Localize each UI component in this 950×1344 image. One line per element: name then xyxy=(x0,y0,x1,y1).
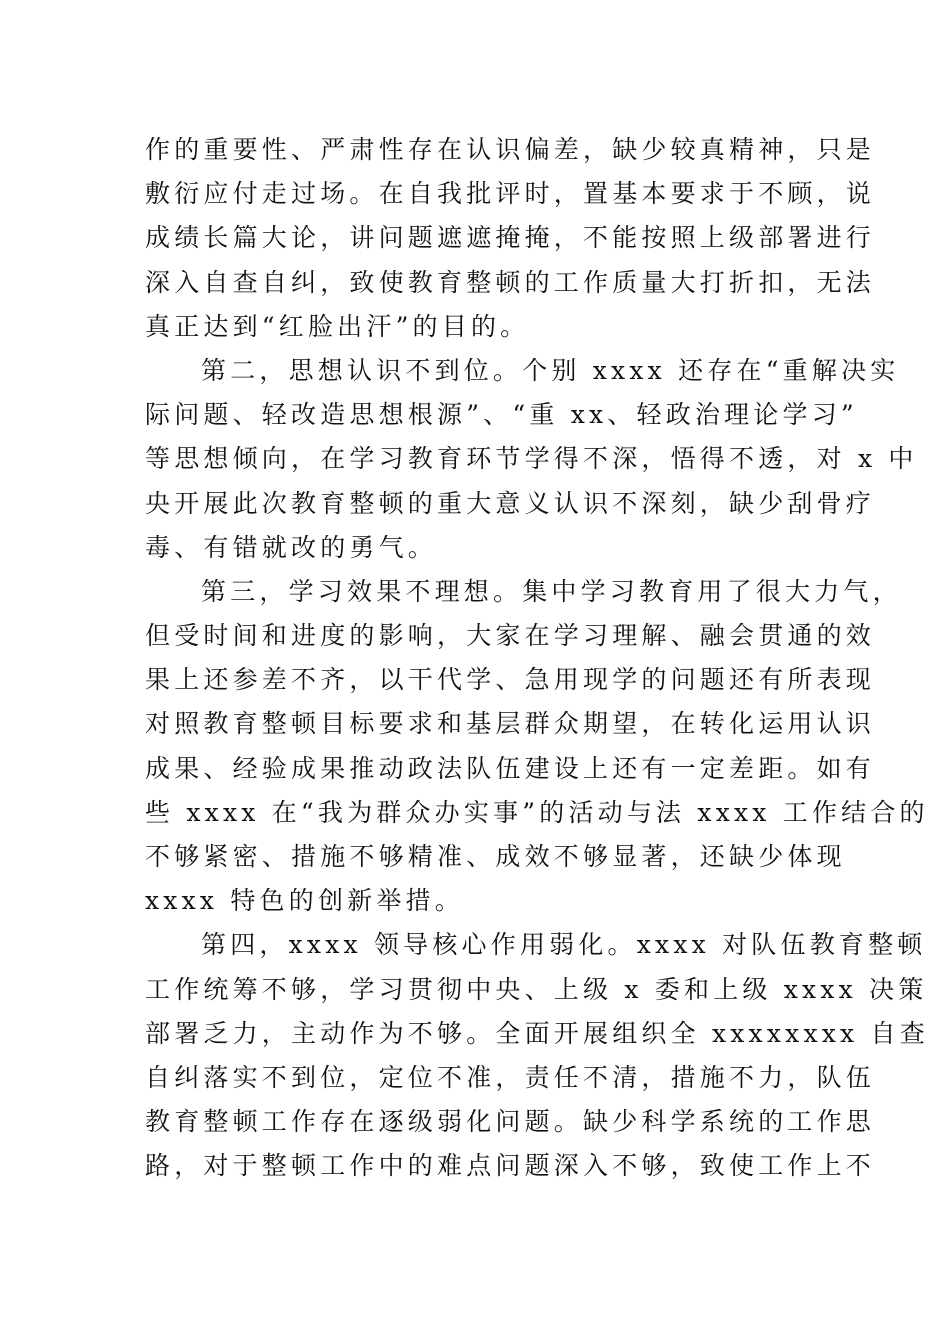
paragraph-continuation xyxy=(145,128,876,349)
text-line: 工作统筹不够，学习贯彻中央、上级 x 委和上级 xxxx 决策 xyxy=(145,974,928,1004)
text-line: 教育整顿工作存在逐级弱化问题。缺少科学系统的工作思 xyxy=(145,1107,876,1137)
text-line: 第四，xxxx 领导核心作用弱化。xxxx 对队伍教育整顿 xyxy=(201,930,927,960)
document-page xyxy=(145,128,929,1189)
paragraph-point-four xyxy=(145,923,929,1188)
text-line: 不够紧密、措施不够精准、成效不够显著，还缺少体现 xyxy=(145,842,846,871)
text-line: 成绩长篇大论，讲问题遮遮掩掩，不能按照上级部署进行 xyxy=(145,223,876,253)
text-line: 自纠落实不到位，定位不准，责任不清，措施不力，队伍 xyxy=(145,1062,876,1092)
text-line: 际问题、轻改造思想根源”、“重 xx、轻政治理论学习” xyxy=(145,400,858,430)
text-line: 毒、有错就改的勇气。 xyxy=(145,532,438,562)
paragraph-point-two xyxy=(145,349,918,570)
text-line: 些 xxxx 在“我为群众办实事”的活动与法 xxxx 工作结合的 xyxy=(145,797,929,827)
text-line: 成果、经验成果推动政法队伍建设上还有一定差距。如有 xyxy=(145,753,876,783)
text-line: 路，对于整顿工作中的难点问题深入不够，致使工作上不 xyxy=(145,1151,876,1181)
text-line: 敷衍应付走过场。在自我批评时，置基本要求于不顾，说 xyxy=(145,179,876,209)
text-line: 但受时间和进度的影响，大家在学习理解、融会贯通的效 xyxy=(145,621,876,651)
text-line: 真正达到“红脸出汗”的目的。 xyxy=(145,311,530,341)
text-line: 果上还参差不齐，以干代学、急用现学的问题还有所表现 xyxy=(145,665,876,695)
text-line: 部署乏力，主动作为不够。全面开展组织全 xxxxxxxx 自查 xyxy=(145,1018,929,1048)
text-line: 等思想倾向，在学习教育环节学得不深，悟得不透，对 x 中 xyxy=(145,444,918,474)
text-line: 第二，思想认识不到位。个别 xxxx 还存在“重解决实 xyxy=(201,355,900,385)
text-line: 深入自查自纠，致使教育整顿的工作质量大打折扣，无法 xyxy=(145,267,876,297)
paragraph-point-three xyxy=(145,570,929,924)
text-line: 作的重要性、严肃性存在认识偏差，缺少较真精神，只是 xyxy=(145,135,876,164)
text-line: 央开展此次教育整顿的重大意义认识不深刻，缺少刮骨疗 xyxy=(145,488,876,518)
text-line: 对照教育整顿目标要求和基层群众期望，在转化运用认识 xyxy=(145,709,876,739)
text-line: xxxx 特色的创新举措。 xyxy=(145,886,464,916)
text-line: 第三，学习效果不理想。集中学习教育用了很大力气， xyxy=(201,576,902,606)
